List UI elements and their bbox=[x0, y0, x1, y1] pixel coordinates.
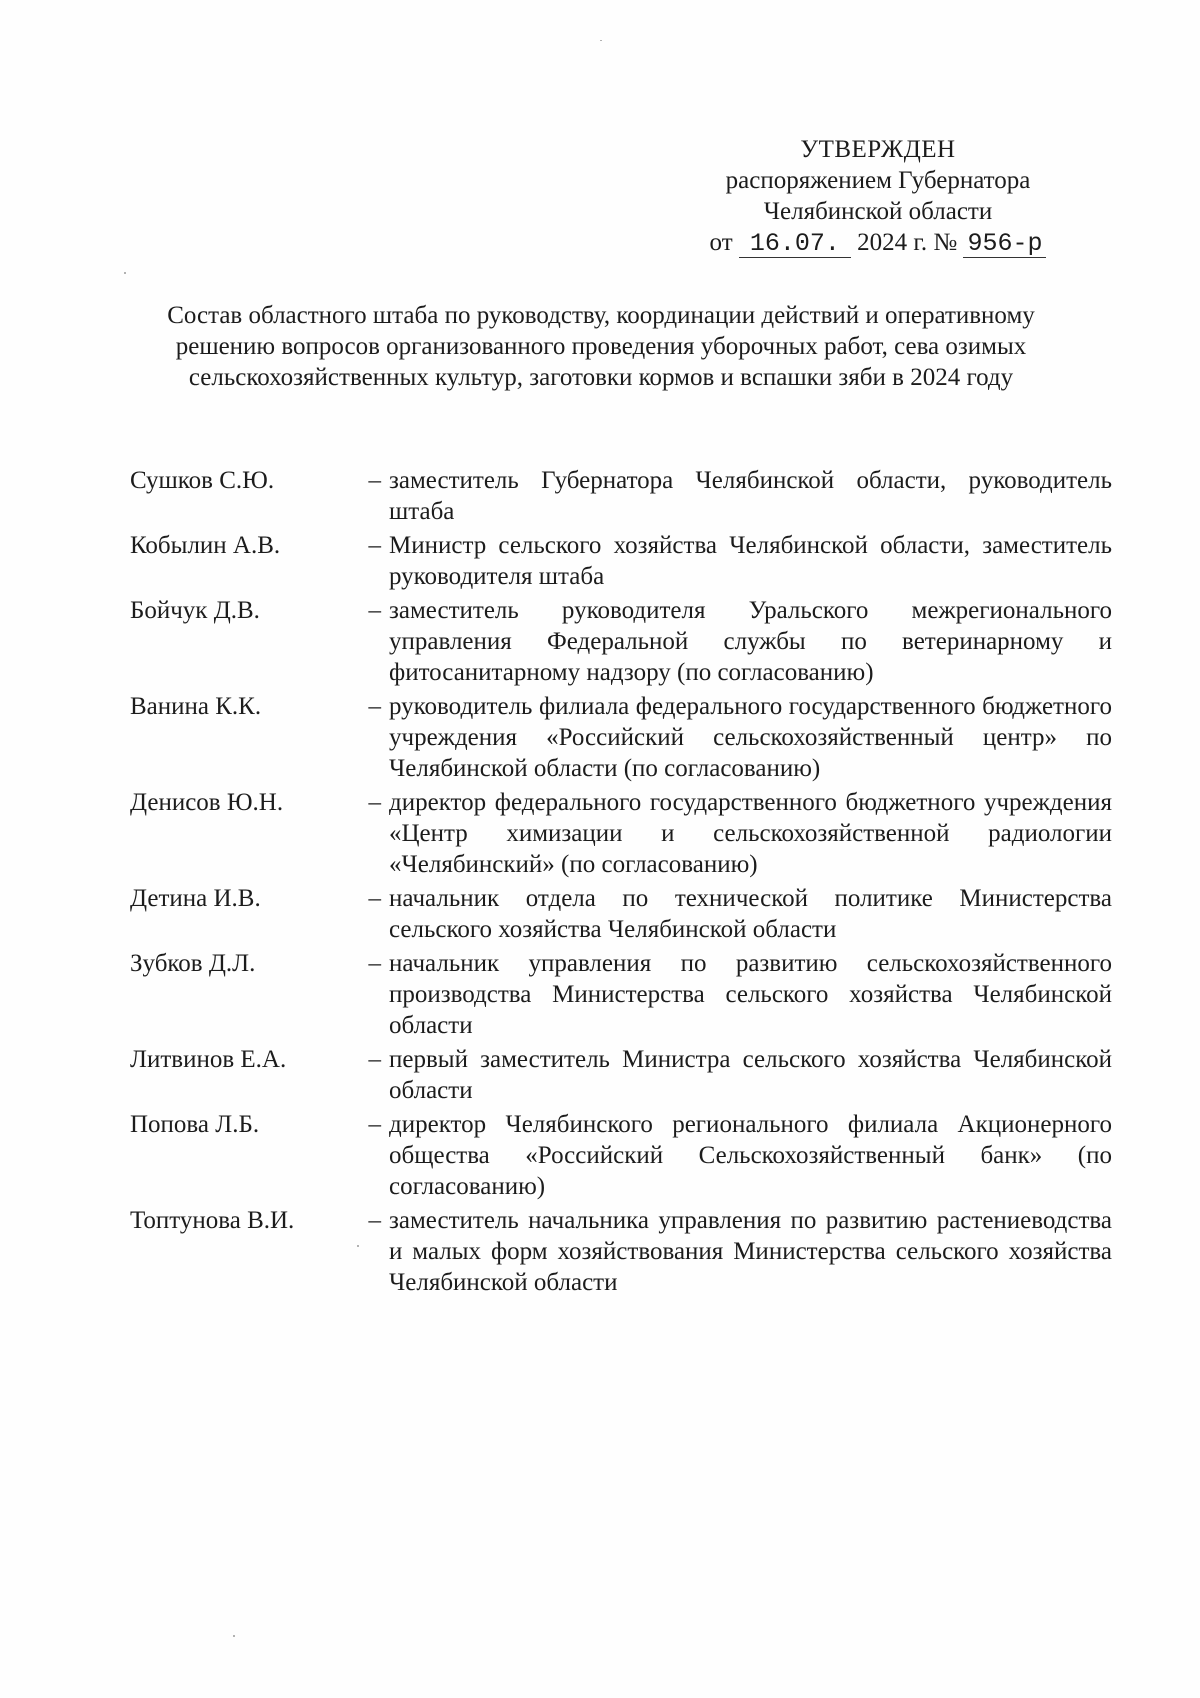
member-dash: – bbox=[368, 693, 381, 720]
approval-line-2: Челябинской области bbox=[763, 198, 993, 225]
member-name: Бойчук Д.В. bbox=[130, 597, 260, 624]
member-role: начальник отдела по технической политике Министерства сельского хозяйства Челябинской области bbox=[389, 885, 1112, 943]
member-role: директор федерального государственного бюджетного учреждения «Центр химизации и сельскохозяйственной радиологии «Челябинский» (по согласованию) bbox=[389, 789, 1112, 878]
approval-line-1: распоряжением Губернатора bbox=[725, 167, 1031, 194]
member-role: заместитель руководителя Уральского межрегионального управления Федеральной службы по ветеринарному и фитосанитарному надзору (по согласованию) bbox=[389, 597, 1112, 686]
member-dash: – bbox=[368, 950, 381, 977]
scan-speck bbox=[124, 272, 126, 274]
member-name: Денисов Ю.Н. bbox=[130, 789, 284, 816]
member-dash: – bbox=[368, 1111, 381, 1138]
approval-block bbox=[668, 134, 1088, 258]
member-row bbox=[130, 948, 1112, 1041]
member-role: начальник управления по развитию сельскохозяйственного производства Министерства сельского хозяйства Челябинской области bbox=[389, 950, 1112, 1039]
member-row bbox=[130, 465, 1112, 527]
member-name: Литвинов Е.А. bbox=[130, 1046, 287, 1073]
member-row bbox=[130, 1109, 1112, 1202]
approval-number-value: 956-р bbox=[963, 231, 1046, 258]
member-name: Зубков Д.Л. bbox=[130, 950, 256, 977]
member-role: руководитель филиала федерального государственного бюджетного учреждения «Российский сельскохозяйственный центр» по Челябинской области (по согласованию) bbox=[389, 693, 1112, 782]
member-dash: – bbox=[368, 467, 381, 494]
member-dash: – bbox=[368, 885, 381, 912]
scan-speck bbox=[600, 40, 602, 41]
member-dash: – bbox=[368, 789, 381, 816]
member-name: Сушков С.Ю. bbox=[130, 467, 275, 494]
member-row bbox=[130, 530, 1112, 592]
member-row bbox=[130, 691, 1112, 784]
member-dash: – bbox=[368, 1046, 381, 1073]
members-list bbox=[130, 465, 1112, 1301]
member-role: заместитель Губернатора Челябинской области, руководитель штаба bbox=[389, 467, 1112, 525]
member-dash: – bbox=[368, 532, 381, 559]
approval-date-line bbox=[668, 227, 1088, 258]
member-role: первый заместитель Министра сельского хозяйства Челябинской области bbox=[389, 1046, 1112, 1104]
member-name: Ванина К.К. bbox=[130, 693, 262, 720]
member-row bbox=[130, 883, 1112, 945]
member-dash: – bbox=[368, 597, 381, 624]
member-row bbox=[130, 1205, 1112, 1298]
member-name: Топтунова В.И. bbox=[130, 1207, 295, 1234]
member-name: Детина И.В. bbox=[130, 885, 261, 912]
member-role: заместитель начальника управления по развитию растениеводства и малых форм хозяйствования Министерства сельского хозяйства Челябинской области bbox=[389, 1207, 1112, 1296]
member-row bbox=[130, 1044, 1112, 1106]
member-role: Министр сельского хозяйства Челябинской области, заместитель руководителя штаба bbox=[389, 532, 1112, 590]
member-row bbox=[130, 595, 1112, 688]
approval-year-text: 2024 г. № bbox=[857, 229, 958, 256]
member-role: директор Челябинского регионального филиала Акционерного общества «Российский Сельскохозяйственный банк» (по согласованию) bbox=[389, 1111, 1112, 1200]
approval-date-value: 16.07. bbox=[739, 231, 851, 258]
document-heading: Состав областного штаба по руководству, координации действий и оперативному решению вопросов организованного проведения уборочных работ, сева озимых сельскохозяйственных культур, заготовки кормов и вспашки зяби в 2024 году bbox=[167, 302, 1035, 391]
approval-title: УТВЕРЖДЕН bbox=[800, 136, 956, 163]
member-name: Попова Л.Б. bbox=[130, 1111, 260, 1138]
member-dash: – bbox=[368, 1207, 381, 1234]
member-name: Кобылин А.В. bbox=[130, 532, 281, 559]
member-row bbox=[130, 787, 1112, 880]
scan-speck bbox=[233, 1635, 235, 1637]
scan-speck bbox=[357, 1245, 359, 1247]
approval-date-prefix: от bbox=[709, 229, 733, 256]
